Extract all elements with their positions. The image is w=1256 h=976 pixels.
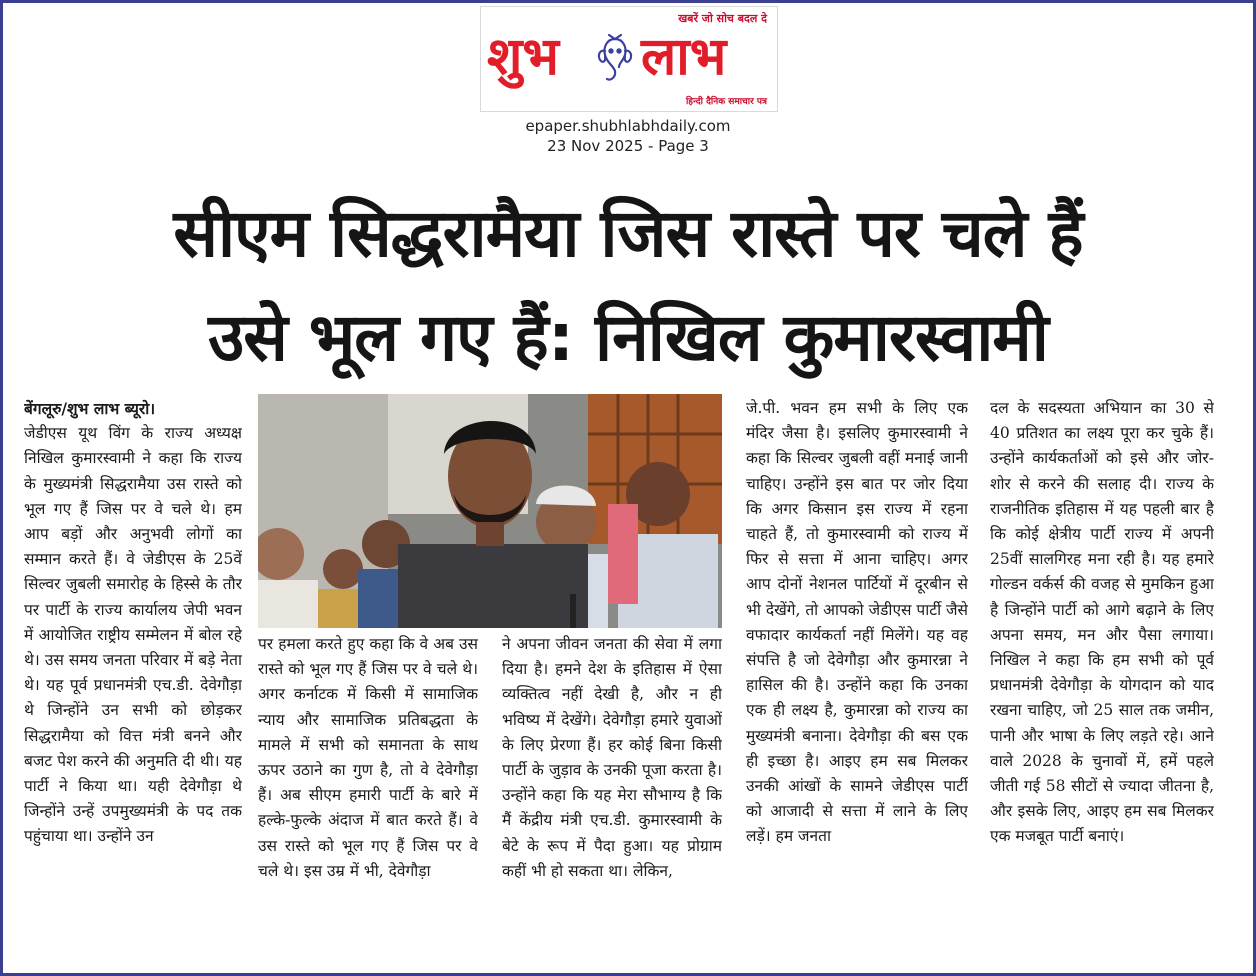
article-dateline: बेंगलूरु/शुभ लाभ ब्यूरो। bbox=[24, 399, 156, 418]
ganesha-icon bbox=[593, 33, 637, 85]
headline-line-1: सीएम सिद्धरामैया जिस रास्ते पर चले हैं bbox=[173, 195, 1083, 272]
masthead-tagline: खबरें जो सोच बदल दे bbox=[678, 12, 767, 25]
edition-date-page: 23 Nov 2025 - Page 3 bbox=[547, 137, 709, 155]
masthead-subtitle: हिन्दी दैनिक समाचार पत्र bbox=[685, 97, 767, 107]
article-headline bbox=[10, 182, 1246, 390]
article-column-1 bbox=[24, 396, 242, 966]
article-column-2: पर हमला करते हुए कहा कि वे अब उस रास्ते को भूल गए हैं जिस पर वे चले थे। अगर कर्नाटक में किसी में सामाजिक न्याय और सामाजिक प्रतिबद्धता के मामले में सभी को समानता के साथ ऊपर उठाने का गुण है, तो वे देवेगौड़ा हैं। अब सीएम हमारी पार्टी के बारे में हल्के-फुल्के अंदाज में बात करते हैं। वे उस रास्ते को भूल गए हैं जिस पर वे चले थे। इस उम्र में भी, देवेगौड़ा bbox=[258, 635, 478, 880]
epaper-site: epaper.shubhlabhdaily.com bbox=[525, 117, 731, 135]
logo-word-labh: लाभ bbox=[641, 27, 727, 87]
article-column-3: ने अपना जीवन जनता की सेवा में लगा दिया है। हमने देश के इतिहास में ऐसा व्यक्तित्व नहीं देखी है, और न ही भविष्य में देखेंगे। देवेगौड़ा हमारे युवाओं के लिए प्रेरणा हैं। हर कोई बिना किसी पार्टी के जुड़ाव के उनकी पूजा करता है। उन्होंने कहा कि यह मेरा सौभाग्य है कि मैं केंद्रीय मंत्री एच.डी. कुमारस्वामी के बेटे के रूप में पैदा हुआ। यह प्रोग्राम कहीं भी हो सकता था। लेकिन, bbox=[502, 635, 722, 880]
newspaper-masthead bbox=[480, 6, 778, 112]
edition-info bbox=[480, 116, 776, 156]
article-column-4: जे.पी. भवन हम सभी के लिए एक मंदिर जैसा है। इसलिए कुमारस्वामी ने कहा कि सिल्वर जुबली वहीं मनाई जानी चाहिए। उन्होंने इस बात पर जोर दिया कि अगर किसान इस राज्य में रहना चाहते हैं, तो कुमारस्वामी को राज्य में फिर से सत्ता में आना चाहिए। अगर आप दोनों नेशनल पार्टियों में दूरबीन से भी देखेंगे, तो आपको जेडीएस पार्टी जैसे वफादार कार्यकर्ता नहीं मिलेंगे। यह वह संपत्ति है जो देवेगौड़ा और कुमारन्ना ने हासिल की है। उन्होंने कहा कि उनका एक ही लक्ष्य है, कुमारन्ना को राज्य का मुख्यमंत्री बनाना। देवेगौड़ा की बस एक ही इच्छा है। आइए हम सब मिलकर उनकी आंखों के सामने जेडीएस पार्टी को आजादी से सत्ता में लाने के लिए लड़ें। हम जनता bbox=[746, 399, 968, 846]
logo-word-shubh: शुभ bbox=[487, 27, 559, 87]
article-column-5: दल के सदस्यता अभियान का 30 से 40 प्रतिशत का लक्ष्य पूरा कर चुके हैं। उन्होंने कार्यकर्ताओं को इसे और जोर-शोर से करने की सलाह दी। राज्य के राजनीतिक इतिहास में यह पहली बार है कि कोई क्षेत्रीय पार्टी राज्य में अपनी 25वीं सालगिरह मना रही है। यह हमारे गोल्डन वर्कर्स की वजह से मुमकिन हुआ है जिन्होंने पार्टी को आगे बढ़ाने के लिए अपना समय, मन और पैसा लगाया। निखिल ने कहा कि हम सभी को पूर्व प्रधानमंत्री देवेगौड़ा के योगदान को याद रखना चाहिए, जो 25 साल तक जमीन, पानी और भाषा के लिए लड़ते रहे। आने वाले 2028 के चुनावों में, हमें पहले जीती गई 58 सीटों से ज्यादा जीतना है, और इसके लिए, आइए हम सब मिलकर एक मजबूत पार्टी बनाएं। bbox=[990, 399, 1214, 846]
column-1-text: जेडीएस यूथ विंग के राज्य अध्यक्ष निखिल कुमारस्वामी ने कहा कि राज्य के मुख्यमंत्री सिद्धरामैया उस रास्ते को भूल गए हैं जिस पर वे चले थे। हम आप बड़ों और अनुभवी लोगों का सम्मान करते हैं। वे जेडीएस के 25वें सिल्वर जुबली समारोह के हिस्से के तौर पर पार्टी के राज्य कार्यालय जेपी भवन में आयोजित राष्ट्रीय सम्मेलन में बोल रहे थे। उस समय जनता परिवार में बड़े नेता थे। यह पूर्व प्रधानमंत्री एच.डी. देवेगौड़ा थे जिन्होंने उन सभी को छोड़कर सिद्धरामैया को वित्त मंत्री बनने और बजट पेश करने की अनुमति दी थी। यह पार्टी ने किया था। यही देवेगौड़ा थे जिन्होंने उन्हें उपमुख्यमंत्री के पद तक पहुंचाया था। उन्होंने उन bbox=[24, 424, 242, 846]
headline-line-2: उसे भूल गए हैं: निखिल कुमारस्वामी bbox=[208, 299, 1048, 376]
article-photo bbox=[258, 394, 722, 628]
photo-speaker-with-supporters bbox=[258, 394, 722, 628]
